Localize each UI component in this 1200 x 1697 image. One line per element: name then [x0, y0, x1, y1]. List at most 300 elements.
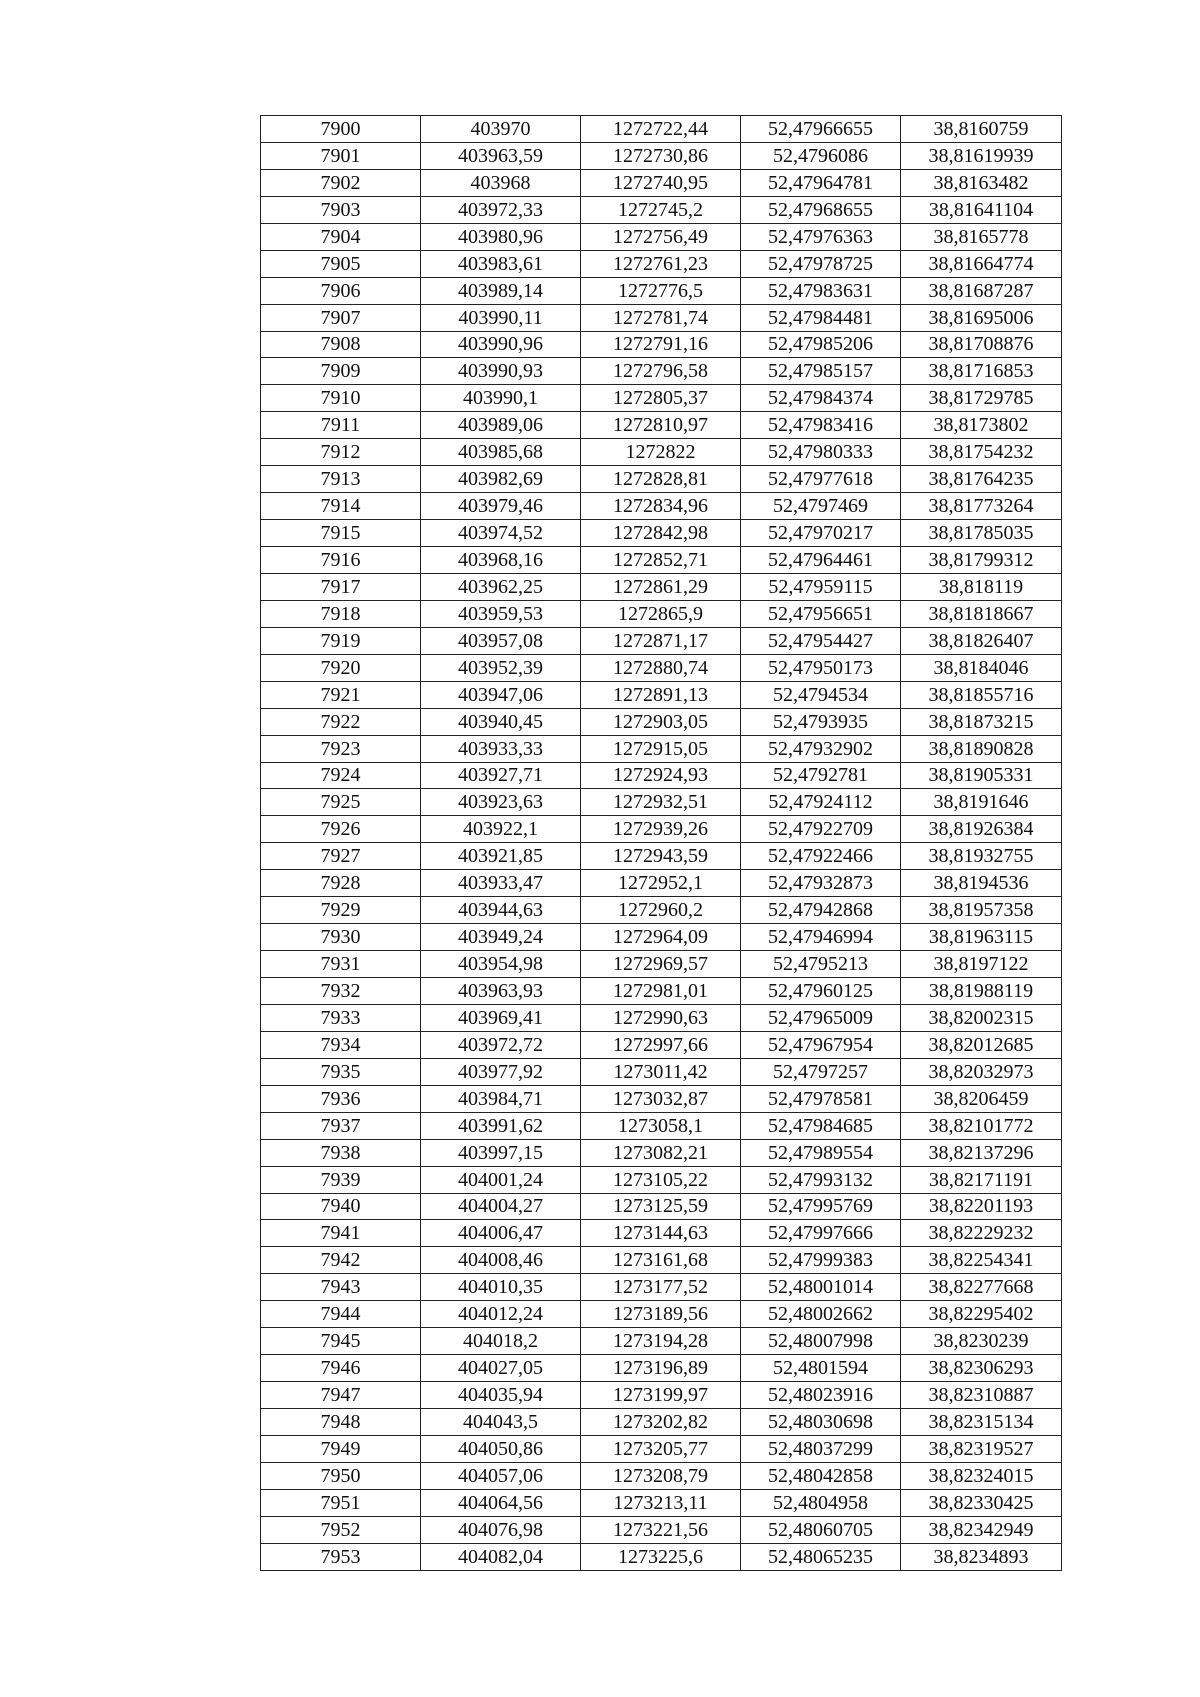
- coordinates-table: [260, 115, 1062, 1571]
- x-coordinate-cell: 403921,85: [421, 843, 581, 870]
- latitude-cell: 52,48060705: [741, 1516, 901, 1543]
- y-coordinate-cell: 1272880,74: [581, 654, 741, 681]
- y-coordinate-cell: 1272861,29: [581, 573, 741, 600]
- longitude-cell: 38,81818667: [901, 600, 1062, 627]
- x-coordinate-cell: 404010,35: [421, 1274, 581, 1301]
- x-coordinate-cell: 404076,98: [421, 1516, 581, 1543]
- longitude-cell: 38,81764235: [901, 466, 1062, 493]
- longitude-cell: 38,82002315: [901, 1004, 1062, 1031]
- y-coordinate-cell: 1272924,93: [581, 762, 741, 789]
- x-coordinate-cell: 403968,16: [421, 547, 581, 574]
- y-coordinate-cell: 1272990,63: [581, 1004, 741, 1031]
- x-coordinate-cell: 403982,69: [421, 466, 581, 493]
- latitude-cell: 52,47924112: [741, 789, 901, 816]
- table-row: [261, 789, 1062, 816]
- x-coordinate-cell: 403962,25: [421, 573, 581, 600]
- y-coordinate-cell: 1273194,28: [581, 1328, 741, 1355]
- x-coordinate-cell: 404027,05: [421, 1355, 581, 1382]
- y-coordinate-cell: 1272745,2: [581, 196, 741, 223]
- x-coordinate-cell: 403922,1: [421, 816, 581, 843]
- point-number-cell: 7928: [261, 870, 421, 897]
- latitude-cell: 52,47983631: [741, 277, 901, 304]
- table-row: [261, 1085, 1062, 1112]
- x-coordinate-cell: 404043,5: [421, 1409, 581, 1436]
- latitude-cell: 52,47950173: [741, 654, 901, 681]
- x-coordinate-cell: 403997,15: [421, 1139, 581, 1166]
- x-coordinate-cell: 403990,11: [421, 304, 581, 331]
- y-coordinate-cell: 1273213,11: [581, 1489, 741, 1516]
- latitude-cell: 52,47985206: [741, 331, 901, 358]
- y-coordinate-cell: 1272997,66: [581, 1031, 741, 1058]
- latitude-cell: 52,47960125: [741, 978, 901, 1005]
- longitude-cell: 38,82032973: [901, 1058, 1062, 1085]
- point-number-cell: 7912: [261, 439, 421, 466]
- longitude-cell: 38,8234893: [901, 1543, 1062, 1570]
- table-row: [261, 1543, 1062, 1570]
- y-coordinate-cell: 1273011,42: [581, 1058, 741, 1085]
- longitude-cell: 38,81708876: [901, 331, 1062, 358]
- table-row: [261, 1112, 1062, 1139]
- longitude-cell: 38,81729785: [901, 385, 1062, 412]
- latitude-cell: 52,47922709: [741, 816, 901, 843]
- latitude-cell: 52,48001014: [741, 1274, 901, 1301]
- table-row: [261, 654, 1062, 681]
- longitude-cell: 38,8184046: [901, 654, 1062, 681]
- point-number-cell: 7914: [261, 493, 421, 520]
- latitude-cell: 52,4797469: [741, 493, 901, 520]
- point-number-cell: 7930: [261, 924, 421, 951]
- longitude-cell: 38,81687287: [901, 277, 1062, 304]
- table-row: [261, 1139, 1062, 1166]
- table-row: [261, 169, 1062, 196]
- x-coordinate-cell: 404012,24: [421, 1301, 581, 1328]
- latitude-cell: 52,48030698: [741, 1409, 901, 1436]
- table-row: [261, 735, 1062, 762]
- point-number-cell: 7902: [261, 169, 421, 196]
- point-number-cell: 7946: [261, 1355, 421, 1382]
- latitude-cell: 52,47954427: [741, 627, 901, 654]
- table-row: [261, 1355, 1062, 1382]
- latitude-cell: 52,4795213: [741, 951, 901, 978]
- y-coordinate-cell: 1272943,59: [581, 843, 741, 870]
- point-number-cell: 7910: [261, 385, 421, 412]
- y-coordinate-cell: 1272810,97: [581, 412, 741, 439]
- longitude-cell: 38,8197122: [901, 951, 1062, 978]
- latitude-cell: 52,48037299: [741, 1435, 901, 1462]
- x-coordinate-cell: 404050,86: [421, 1435, 581, 1462]
- longitude-cell: 38,82229232: [901, 1220, 1062, 1247]
- table-row: [261, 1274, 1062, 1301]
- y-coordinate-cell: 1272960,2: [581, 897, 741, 924]
- point-number-cell: 7953: [261, 1543, 421, 1570]
- y-coordinate-cell: 1273225,6: [581, 1543, 741, 1570]
- point-number-cell: 7938: [261, 1139, 421, 1166]
- table-row: [261, 843, 1062, 870]
- longitude-cell: 38,82137296: [901, 1139, 1062, 1166]
- y-coordinate-cell: 1272781,74: [581, 304, 741, 331]
- x-coordinate-cell: 403927,71: [421, 762, 581, 789]
- point-number-cell: 7921: [261, 681, 421, 708]
- y-coordinate-cell: 1272903,05: [581, 708, 741, 735]
- point-number-cell: 7937: [261, 1112, 421, 1139]
- longitude-cell: 38,81963115: [901, 924, 1062, 951]
- table-row: [261, 412, 1062, 439]
- longitude-cell: 38,81785035: [901, 520, 1062, 547]
- x-coordinate-cell: 403959,53: [421, 600, 581, 627]
- longitude-cell: 38,81773264: [901, 493, 1062, 520]
- latitude-cell: 52,47983416: [741, 412, 901, 439]
- x-coordinate-cell: 404004,27: [421, 1193, 581, 1220]
- y-coordinate-cell: 1272964,09: [581, 924, 741, 951]
- x-coordinate-cell: 403949,24: [421, 924, 581, 951]
- point-number-cell: 7904: [261, 223, 421, 250]
- y-coordinate-cell: 1272756,49: [581, 223, 741, 250]
- point-number-cell: 7923: [261, 735, 421, 762]
- y-coordinate-cell: 1273196,89: [581, 1355, 741, 1382]
- longitude-cell: 38,81988119: [901, 978, 1062, 1005]
- longitude-cell: 38,82254341: [901, 1247, 1062, 1274]
- latitude-cell: 52,47997666: [741, 1220, 901, 1247]
- x-coordinate-cell: 403957,08: [421, 627, 581, 654]
- y-coordinate-cell: 1272722,44: [581, 116, 741, 143]
- longitude-cell: 38,81641104: [901, 196, 1062, 223]
- y-coordinate-cell: 1273221,56: [581, 1516, 741, 1543]
- table-row: [261, 223, 1062, 250]
- latitude-cell: 52,48002662: [741, 1301, 901, 1328]
- point-number-cell: 7918: [261, 600, 421, 627]
- latitude-cell: 52,47942868: [741, 897, 901, 924]
- table-row: [261, 1382, 1062, 1409]
- x-coordinate-cell: 404018,2: [421, 1328, 581, 1355]
- point-number-cell: 7945: [261, 1328, 421, 1355]
- table-row: [261, 1301, 1062, 1328]
- longitude-cell: 38,81957358: [901, 897, 1062, 924]
- table-row: [261, 277, 1062, 304]
- latitude-cell: 52,4792781: [741, 762, 901, 789]
- longitude-cell: 38,818119: [901, 573, 1062, 600]
- longitude-cell: 38,82315134: [901, 1409, 1062, 1436]
- table-row: [261, 681, 1062, 708]
- longitude-cell: 38,82171191: [901, 1166, 1062, 1193]
- latitude-cell: 52,47995769: [741, 1193, 901, 1220]
- table-row: [261, 1489, 1062, 1516]
- latitude-cell: 52,47984374: [741, 385, 901, 412]
- point-number-cell: 7927: [261, 843, 421, 870]
- point-number-cell: 7905: [261, 250, 421, 277]
- latitude-cell: 52,47984685: [741, 1112, 901, 1139]
- x-coordinate-cell: 403968: [421, 169, 581, 196]
- longitude-cell: 38,81716853: [901, 358, 1062, 385]
- longitude-cell: 38,81664774: [901, 250, 1062, 277]
- x-coordinate-cell: 403940,45: [421, 708, 581, 735]
- longitude-cell: 38,81826407: [901, 627, 1062, 654]
- table-row: [261, 1220, 1062, 1247]
- latitude-cell: 52,4794534: [741, 681, 901, 708]
- longitude-cell: 38,82277668: [901, 1274, 1062, 1301]
- y-coordinate-cell: 1272852,71: [581, 547, 741, 574]
- table-row: [261, 196, 1062, 223]
- point-number-cell: 7933: [261, 1004, 421, 1031]
- table-row: [261, 1409, 1062, 1436]
- y-coordinate-cell: 1272761,23: [581, 250, 741, 277]
- latitude-cell: 52,4804958: [741, 1489, 901, 1516]
- x-coordinate-cell: 403989,14: [421, 277, 581, 304]
- longitude-cell: 38,81799312: [901, 547, 1062, 574]
- x-coordinate-cell: 403970: [421, 116, 581, 143]
- point-number-cell: 7909: [261, 358, 421, 385]
- x-coordinate-cell: 403972,72: [421, 1031, 581, 1058]
- point-number-cell: 7926: [261, 816, 421, 843]
- table-row: [261, 600, 1062, 627]
- longitude-cell: 38,81926384: [901, 816, 1062, 843]
- point-number-cell: 7942: [261, 1247, 421, 1274]
- x-coordinate-cell: 403990,1: [421, 385, 581, 412]
- longitude-cell: 38,82306293: [901, 1355, 1062, 1382]
- y-coordinate-cell: 1272791,16: [581, 331, 741, 358]
- point-number-cell: 7935: [261, 1058, 421, 1085]
- latitude-cell: 52,48065235: [741, 1543, 901, 1570]
- y-coordinate-cell: 1273161,68: [581, 1247, 741, 1274]
- latitude-cell: 52,47966655: [741, 116, 901, 143]
- latitude-cell: 52,48007998: [741, 1328, 901, 1355]
- latitude-cell: 52,4793935: [741, 708, 901, 735]
- y-coordinate-cell: 1272871,17: [581, 627, 741, 654]
- point-number-cell: 7906: [261, 277, 421, 304]
- point-number-cell: 7950: [261, 1462, 421, 1489]
- y-coordinate-cell: 1273105,22: [581, 1166, 741, 1193]
- longitude-cell: 38,81905331: [901, 762, 1062, 789]
- y-coordinate-cell: 1272730,86: [581, 142, 741, 169]
- x-coordinate-cell: 403923,63: [421, 789, 581, 816]
- y-coordinate-cell: 1273202,82: [581, 1409, 741, 1436]
- point-number-cell: 7917: [261, 573, 421, 600]
- x-coordinate-cell: 403933,47: [421, 870, 581, 897]
- y-coordinate-cell: 1272981,01: [581, 978, 741, 1005]
- table-row: [261, 627, 1062, 654]
- latitude-cell: 52,47978725: [741, 250, 901, 277]
- x-coordinate-cell: 403954,98: [421, 951, 581, 978]
- point-number-cell: 7908: [261, 331, 421, 358]
- y-coordinate-cell: 1273205,77: [581, 1435, 741, 1462]
- latitude-cell: 52,47964781: [741, 169, 901, 196]
- y-coordinate-cell: 1272828,81: [581, 466, 741, 493]
- point-number-cell: 7929: [261, 897, 421, 924]
- longitude-cell: 38,81873215: [901, 708, 1062, 735]
- latitude-cell: 52,47977618: [741, 466, 901, 493]
- x-coordinate-cell: 404001,24: [421, 1166, 581, 1193]
- longitude-cell: 38,8163482: [901, 169, 1062, 196]
- x-coordinate-cell: 403969,41: [421, 1004, 581, 1031]
- table-row: [261, 1004, 1062, 1031]
- y-coordinate-cell: 1273125,59: [581, 1193, 741, 1220]
- y-coordinate-cell: 1273199,97: [581, 1382, 741, 1409]
- table-row: [261, 1058, 1062, 1085]
- point-number-cell: 7900: [261, 116, 421, 143]
- table-row: [261, 573, 1062, 600]
- latitude-cell: 52,48023916: [741, 1382, 901, 1409]
- table-row: [261, 924, 1062, 951]
- x-coordinate-cell: 403989,06: [421, 412, 581, 439]
- x-coordinate-cell: 403985,68: [421, 439, 581, 466]
- longitude-cell: 38,81855716: [901, 681, 1062, 708]
- point-number-cell: 7939: [261, 1166, 421, 1193]
- point-number-cell: 7943: [261, 1274, 421, 1301]
- latitude-cell: 52,4797257: [741, 1058, 901, 1085]
- y-coordinate-cell: 1272932,51: [581, 789, 741, 816]
- point-number-cell: 7924: [261, 762, 421, 789]
- point-number-cell: 7949: [261, 1435, 421, 1462]
- point-number-cell: 7901: [261, 142, 421, 169]
- y-coordinate-cell: 1272915,05: [581, 735, 741, 762]
- longitude-cell: 38,82342949: [901, 1516, 1062, 1543]
- y-coordinate-cell: 1273058,1: [581, 1112, 741, 1139]
- x-coordinate-cell: 403963,59: [421, 142, 581, 169]
- x-coordinate-cell: 403972,33: [421, 196, 581, 223]
- longitude-cell: 38,8230239: [901, 1328, 1062, 1355]
- point-number-cell: 7922: [261, 708, 421, 735]
- point-number-cell: 7941: [261, 1220, 421, 1247]
- latitude-cell: 52,47959115: [741, 573, 901, 600]
- table-row: [261, 466, 1062, 493]
- y-coordinate-cell: 1272865,9: [581, 600, 741, 627]
- longitude-cell: 38,8173802: [901, 412, 1062, 439]
- longitude-cell: 38,82295402: [901, 1301, 1062, 1328]
- point-number-cell: 7925: [261, 789, 421, 816]
- latitude-cell: 52,47932902: [741, 735, 901, 762]
- latitude-cell: 52,47922466: [741, 843, 901, 870]
- latitude-cell: 52,47932873: [741, 870, 901, 897]
- longitude-cell: 38,82310887: [901, 1382, 1062, 1409]
- latitude-cell: 52,47956651: [741, 600, 901, 627]
- point-number-cell: 7940: [261, 1193, 421, 1220]
- longitude-cell: 38,81932755: [901, 843, 1062, 870]
- latitude-cell: 52,47978581: [741, 1085, 901, 1112]
- table-row: [261, 439, 1062, 466]
- table-row: [261, 304, 1062, 331]
- y-coordinate-cell: 1272891,13: [581, 681, 741, 708]
- longitude-cell: 38,82201193: [901, 1193, 1062, 1220]
- point-number-cell: 7920: [261, 654, 421, 681]
- x-coordinate-cell: 403974,52: [421, 520, 581, 547]
- x-coordinate-cell: 403952,39: [421, 654, 581, 681]
- x-coordinate-cell: 404035,94: [421, 1382, 581, 1409]
- x-coordinate-cell: 404008,46: [421, 1247, 581, 1274]
- y-coordinate-cell: 1272822: [581, 439, 741, 466]
- table-row: [261, 1166, 1062, 1193]
- latitude-cell: 52,47976363: [741, 223, 901, 250]
- table-row: [261, 1462, 1062, 1489]
- y-coordinate-cell: 1272969,57: [581, 951, 741, 978]
- x-coordinate-cell: 403984,71: [421, 1085, 581, 1112]
- point-number-cell: 7947: [261, 1382, 421, 1409]
- longitude-cell: 38,82324015: [901, 1462, 1062, 1489]
- table-row: [261, 897, 1062, 924]
- latitude-cell: 52,47984481: [741, 304, 901, 331]
- point-number-cell: 7916: [261, 547, 421, 574]
- longitude-cell: 38,8194536: [901, 870, 1062, 897]
- y-coordinate-cell: 1273189,56: [581, 1301, 741, 1328]
- latitude-cell: 52,47967954: [741, 1031, 901, 1058]
- point-number-cell: 7907: [261, 304, 421, 331]
- x-coordinate-cell: 403977,92: [421, 1058, 581, 1085]
- longitude-cell: 38,82012685: [901, 1031, 1062, 1058]
- longitude-cell: 38,81695006: [901, 304, 1062, 331]
- latitude-cell: 52,47985157: [741, 358, 901, 385]
- x-coordinate-cell: 404082,04: [421, 1543, 581, 1570]
- table-row: [261, 870, 1062, 897]
- y-coordinate-cell: 1272805,37: [581, 385, 741, 412]
- y-coordinate-cell: 1272740,95: [581, 169, 741, 196]
- x-coordinate-cell: 403933,33: [421, 735, 581, 762]
- table-row: [261, 358, 1062, 385]
- latitude-cell: 52,47965009: [741, 1004, 901, 1031]
- point-number-cell: 7931: [261, 951, 421, 978]
- longitude-cell: 38,81619939: [901, 142, 1062, 169]
- x-coordinate-cell: 404057,06: [421, 1462, 581, 1489]
- longitude-cell: 38,8191646: [901, 789, 1062, 816]
- longitude-cell: 38,82330425: [901, 1489, 1062, 1516]
- longitude-cell: 38,82319527: [901, 1435, 1062, 1462]
- point-number-cell: 7913: [261, 466, 421, 493]
- table-row: [261, 1247, 1062, 1274]
- latitude-cell: 52,4801594: [741, 1355, 901, 1382]
- x-coordinate-cell: 403944,63: [421, 897, 581, 924]
- table-row: [261, 116, 1062, 143]
- point-number-cell: 7944: [261, 1301, 421, 1328]
- longitude-cell: 38,81890828: [901, 735, 1062, 762]
- x-coordinate-cell: 404006,47: [421, 1220, 581, 1247]
- latitude-cell: 52,47946994: [741, 924, 901, 951]
- longitude-cell: 38,8206459: [901, 1085, 1062, 1112]
- latitude-cell: 52,47964461: [741, 547, 901, 574]
- point-number-cell: 7932: [261, 978, 421, 1005]
- table-row: [261, 816, 1062, 843]
- latitude-cell: 52,47999383: [741, 1247, 901, 1274]
- x-coordinate-cell: 403979,46: [421, 493, 581, 520]
- point-number-cell: 7934: [261, 1031, 421, 1058]
- latitude-cell: 52,47980333: [741, 439, 901, 466]
- x-coordinate-cell: 403947,06: [421, 681, 581, 708]
- x-coordinate-cell: 403990,96: [421, 331, 581, 358]
- x-coordinate-cell: 403990,93: [421, 358, 581, 385]
- latitude-cell: 52,4796086: [741, 142, 901, 169]
- table-row: [261, 1516, 1062, 1543]
- table-row: [261, 385, 1062, 412]
- y-coordinate-cell: 1273177,52: [581, 1274, 741, 1301]
- y-coordinate-cell: 1273082,21: [581, 1139, 741, 1166]
- table-row: [261, 1193, 1062, 1220]
- y-coordinate-cell: 1272939,26: [581, 816, 741, 843]
- x-coordinate-cell: 403983,61: [421, 250, 581, 277]
- latitude-cell: 52,47968655: [741, 196, 901, 223]
- y-coordinate-cell: 1273144,63: [581, 1220, 741, 1247]
- y-coordinate-cell: 1273208,79: [581, 1462, 741, 1489]
- table-row: [261, 951, 1062, 978]
- point-number-cell: 7919: [261, 627, 421, 654]
- y-coordinate-cell: 1272776,5: [581, 277, 741, 304]
- y-coordinate-cell: 1272952,1: [581, 870, 741, 897]
- table-row: [261, 708, 1062, 735]
- table-row: [261, 250, 1062, 277]
- y-coordinate-cell: 1272796,58: [581, 358, 741, 385]
- y-coordinate-cell: 1272842,98: [581, 520, 741, 547]
- table-row: [261, 762, 1062, 789]
- latitude-cell: 52,47993132: [741, 1166, 901, 1193]
- table-row: [261, 978, 1062, 1005]
- table-row: [261, 1435, 1062, 1462]
- latitude-cell: 52,48042858: [741, 1462, 901, 1489]
- point-number-cell: 7951: [261, 1489, 421, 1516]
